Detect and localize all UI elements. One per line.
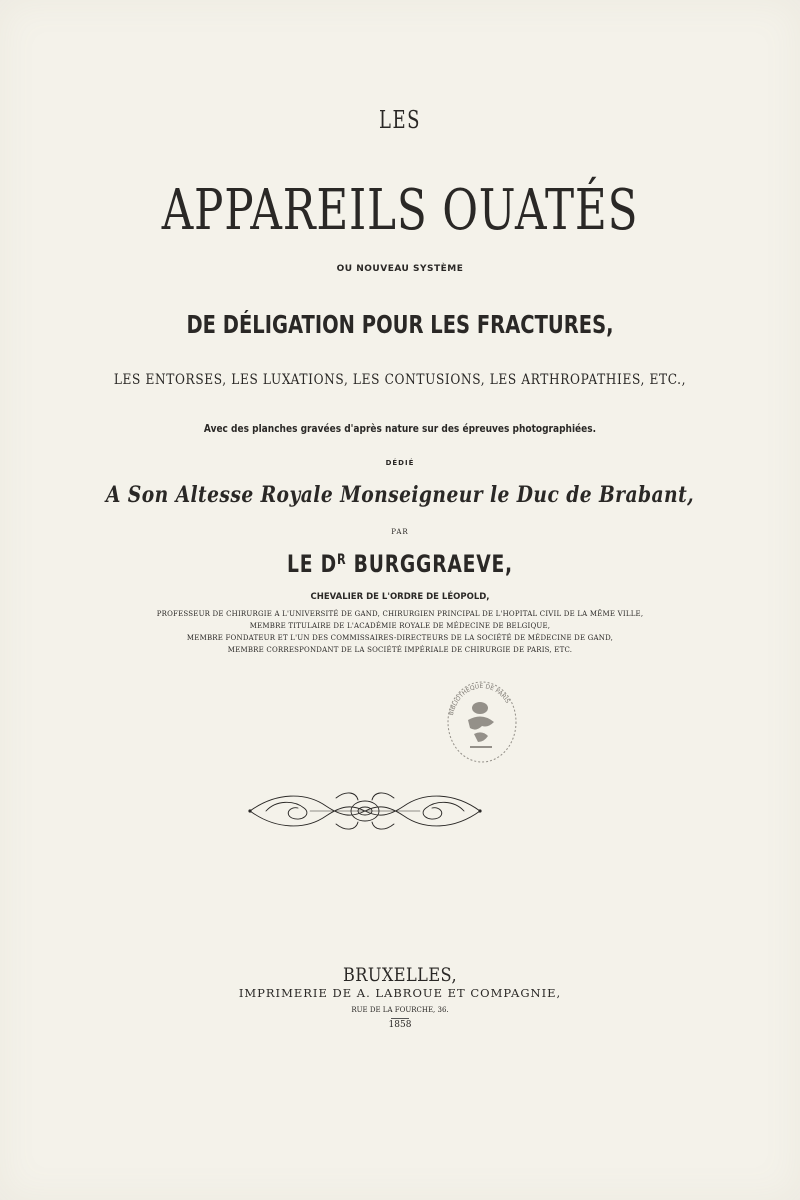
title-article: LES bbox=[379, 106, 421, 134]
library-stamp bbox=[442, 676, 522, 764]
credential-line: MEMBRE CORRESPONDANT DE LA SOCIÉTÉ IMPÉRIALE DE CHIRURGIE DE PARIS, ETC. bbox=[227, 646, 573, 654]
stamp-text: BIBLIOTHÈQUE DE PARIS bbox=[447, 682, 511, 717]
dedication-line: A Son Altesse Royale Monseigneur le Duc de Brabant, bbox=[105, 482, 695, 508]
year-rule bbox=[391, 1018, 409, 1019]
printer: IMPRIMERIE DE A. LABROUE ET COMPAGNIE, bbox=[238, 986, 562, 1000]
credential-line: MEMBRE FONDATEUR ET L'UN DES COMMISSAIRES-DIRECTEURS DE LA SOCIÉTÉ DE MÉDECINE DE GAND, bbox=[186, 634, 614, 642]
stamp-emblem-icon bbox=[468, 702, 494, 748]
credential-line: PROFESSEUR DE CHIRURGIE A L'UNIVERSITÉ DE GAND, CHIRURGIEN PRINCIPAL DE L'HOPITAL CIVIL DE LA MÊME VILLE, bbox=[156, 610, 644, 618]
city: BRUXELLES, bbox=[342, 964, 458, 986]
plates-note: Avec des planches gravées d'après nature sur des épreuves photographiées. bbox=[203, 422, 597, 435]
author-prefix: LE D bbox=[287, 550, 337, 578]
conditions-line: LES ENTORSES, LES LUXATIONS, LES CONTUSIONS, LES ARTHROPATHIES, ETC., bbox=[113, 372, 687, 388]
author-prefix-superscript: R bbox=[336, 552, 347, 569]
par-label: PAR bbox=[391, 528, 409, 536]
printer-address: RUE DE LA FOURCHE, 36. bbox=[351, 1006, 449, 1014]
author-name: BURGGRAEVE, bbox=[353, 550, 513, 578]
dedie-label: DÉDIÉ bbox=[385, 459, 415, 467]
author-line bbox=[88, 550, 712, 578]
credential-line: MEMBRE TITULAIRE DE L'ACADÉMIE ROYALE DE MÉDECINE DE BELGIQUE, bbox=[249, 622, 551, 630]
ou-nouveau-systeme: OU NOUVEAU SYSTÈME bbox=[336, 264, 464, 274]
calligraphic-flourish bbox=[246, 788, 484, 834]
main-title: APPAREILS OUATÉS bbox=[161, 178, 639, 243]
publication-year: 1858 bbox=[388, 1020, 412, 1030]
chevalier-line: CHEVALIER DE L'ORDRE DE LÉOPOLD, bbox=[310, 592, 490, 602]
subtitle: DE DÉLIGATION POUR LES FRACTURES, bbox=[186, 310, 614, 339]
